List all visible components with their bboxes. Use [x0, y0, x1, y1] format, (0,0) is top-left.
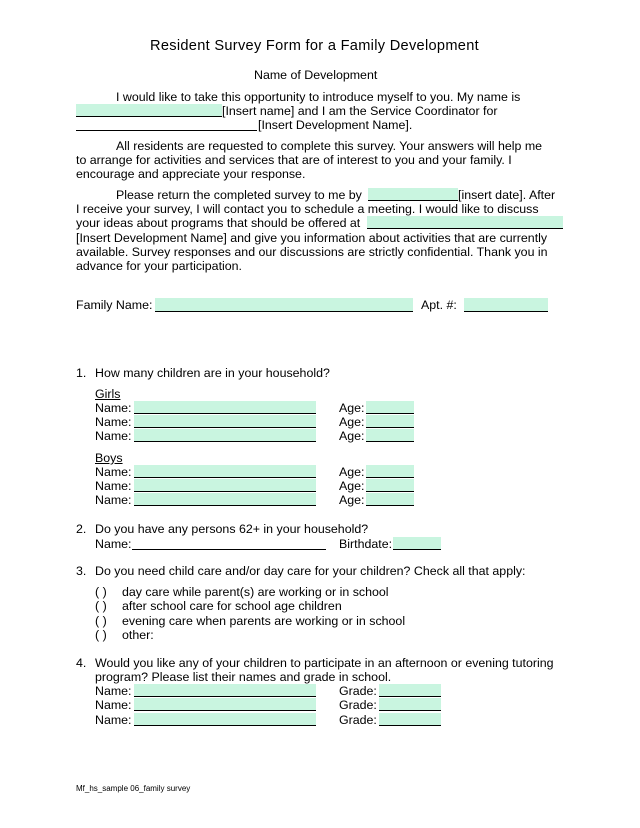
boy-1-name-field[interactable] — [134, 465, 316, 478]
girl-2-name-label: Name: — [95, 415, 132, 429]
development-name-heading: Name of Development — [254, 68, 378, 82]
senior-name-label: Name: — [95, 537, 132, 551]
intro-development-name-field[interactable] — [76, 118, 257, 131]
para3-line-2: I receive your survey, I will contact you to schedule a meeting. I would like to discuss — [76, 202, 539, 216]
tutor-1-name-label: Name: — [95, 684, 132, 698]
tutor-1-name-field[interactable] — [134, 684, 316, 697]
tutor-2-grade-label: Grade: — [339, 698, 377, 712]
para3-line-4: [Insert Development Name] and give you information about activities that are currently — [76, 231, 548, 245]
option-4-label: other: — [122, 628, 154, 642]
apt-label: Apt. #: — [421, 298, 457, 312]
girl-2-name-field[interactable] — [134, 415, 316, 428]
page-title: Resident Survey Form for a Family Development — [150, 38, 479, 54]
option-1-label: day care while parent(s) are working or in school — [122, 585, 389, 599]
girl-2-age-label: Age: — [339, 415, 365, 429]
intro-line-2: [Insert name] and I am the Service Coordinator for — [222, 104, 498, 118]
boy-3-name-label: Name: — [95, 493, 132, 507]
girls-heading: Girls — [95, 387, 121, 401]
girl-1-name-label: Name: — [95, 401, 132, 415]
option-1-checkbox[interactable]: ( ) — [95, 585, 107, 599]
option-3-checkbox[interactable]: ( ) — [95, 614, 107, 628]
program-location-field[interactable] — [367, 216, 563, 229]
intro-line-3: [Insert Development Name]. — [258, 118, 413, 132]
q4-line-2: program? Please list their names and grade in school. — [95, 670, 392, 684]
girl-1-age-label: Age: — [339, 401, 365, 415]
insert-date-field[interactable] — [368, 188, 458, 201]
option-2-label: after school care for school age children — [122, 599, 342, 613]
boy-1-age-label: Age: — [339, 465, 365, 479]
option-2-checkbox[interactable]: ( ) — [95, 599, 107, 613]
q3-number: 3. — [76, 564, 87, 578]
coordinator-name-field[interactable] — [76, 104, 222, 117]
girl-3-age-label: Age: — [339, 429, 365, 443]
option-4-checkbox[interactable]: ( ) — [95, 628, 107, 642]
boy-2-age-label: Age: — [339, 479, 365, 493]
tutor-2-name-field[interactable] — [134, 698, 316, 711]
q1-text: How many children are in your household? — [95, 366, 330, 380]
apt-number-field[interactable] — [464, 298, 548, 312]
girl-1-age-field[interactable] — [366, 401, 414, 414]
footer-filename: Mf_hs_sample 06_family survey — [76, 784, 191, 793]
tutor-2-grade-field[interactable] — [379, 698, 441, 711]
q2-text: Do you have any persons 62+ in your household? — [95, 522, 369, 536]
boy-1-name-label: Name: — [95, 465, 132, 479]
intro-line-1: I would like to take this opportunity to introduce myself to you. My name is — [116, 90, 521, 104]
tutor-3-name-label: Name: — [95, 713, 132, 727]
tutor-3-grade-field[interactable] — [379, 713, 441, 726]
boy-2-name-field[interactable] — [134, 479, 316, 492]
senior-name-field[interactable] — [132, 537, 326, 550]
family-name-field[interactable] — [155, 298, 413, 312]
para2-line-2: to arrange for activities and services that are of interest to you and your family. I — [76, 153, 512, 167]
girl-3-name-field[interactable] — [134, 429, 316, 442]
girl-1-name-field[interactable] — [134, 401, 316, 414]
q3-text: Do you need child care and/or day care for your children? Check all that apply: — [95, 564, 526, 578]
boy-2-name-label: Name: — [95, 479, 132, 493]
para3-line-6: advance for your participation. — [76, 259, 242, 273]
tutor-2-name-label: Name: — [95, 698, 132, 712]
tutor-1-grade-field[interactable] — [379, 684, 441, 697]
q4-number: 4. — [76, 656, 87, 670]
para3-line-5: available. Survey responses and our discussions are strictly confidential. Thank you in — [76, 245, 548, 259]
boy-1-age-field[interactable] — [366, 465, 414, 478]
para3-line-1b: [insert date]. After — [458, 188, 556, 202]
boy-3-age-label: Age: — [339, 493, 365, 507]
girl-3-name-label: Name: — [95, 429, 132, 443]
girl-3-age-field[interactable] — [366, 429, 414, 442]
boys-heading: Boys — [95, 451, 123, 465]
q4-line-1: Would you like any of your children to participate in an afternoon or evening tutoring — [95, 656, 554, 670]
senior-birthdate-label: Birthdate: — [339, 537, 393, 551]
para2-line-1: All residents are requested to complete this survey. Your answers will help me — [116, 139, 543, 153]
para2-line-3: encourage and appreciate your response. — [76, 167, 306, 181]
tutor-3-name-field[interactable] — [134, 713, 316, 726]
boy-3-name-field[interactable] — [134, 493, 316, 506]
senior-birthdate-field[interactable] — [393, 537, 441, 550]
boy-3-age-field[interactable] — [366, 493, 414, 506]
option-3-label: evening care when parents are working or in school — [122, 614, 406, 628]
family-name-label: Family Name: — [76, 298, 153, 312]
para3-line-3: your ideas about programs that should be offered at — [76, 216, 361, 230]
q2-number: 2. — [76, 522, 87, 536]
tutor-1-grade-label: Grade: — [339, 684, 377, 698]
q1-number: 1. — [76, 366, 87, 380]
boy-2-age-field[interactable] — [366, 479, 414, 492]
tutor-3-grade-label: Grade: — [339, 713, 377, 727]
para3-line-1a: Please return the completed survey to me by — [116, 188, 362, 202]
girl-2-age-field[interactable] — [366, 415, 414, 428]
